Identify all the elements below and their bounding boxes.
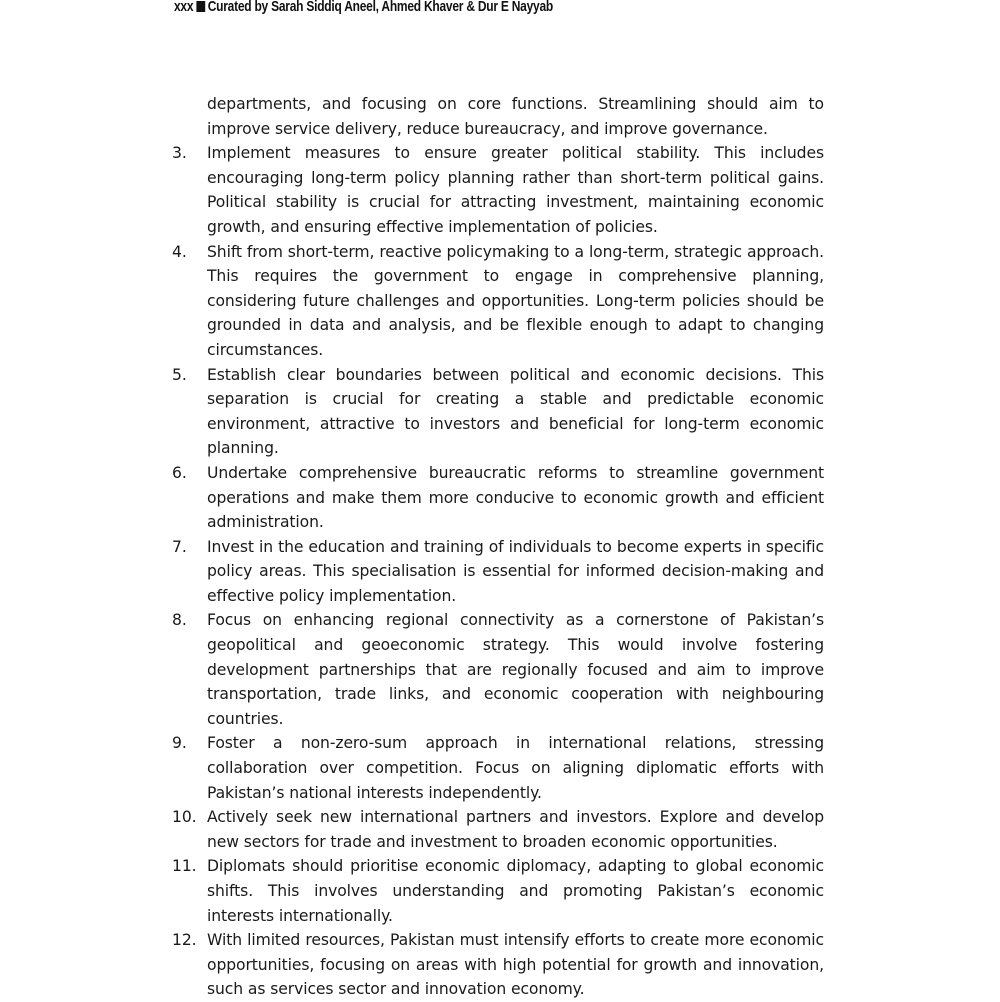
list-item [172,535,824,609]
running-head [174,0,553,15]
curators-credit: Curated by Sarah Siddiq Aneel, Ahmed Khaver & Dur E Nayyab [207,0,553,15]
list-item [172,608,824,731]
recommendations-body [172,92,824,1002]
item-text: Shift from short-term, reactive policymaking to a long-term, strategic approach. This requires the government to engage in comprehensive planning, considering future challenges and opportunities. Long-term policies should be grounded in data and analysis, and be flexible enough to adapt to changing circumstances. [207,242,824,359]
list-item [172,805,824,854]
item-text: Establish clear boundaries between political and economic decisions. This separation is crucial for creating a stable and predictable economic environment, attractive to investors and beneficial for long-term economic planning. [207,365,824,458]
list-item [172,731,824,805]
page-label: xxx [174,0,194,15]
item-number: 3. [172,144,187,163]
item-text: Diplomats should prioritise economic diplomacy, adapting to global economic shifts. This involves understanding and promoting Pakistan’s economic interests internationally. [207,857,824,925]
item-number: 10. [172,808,197,827]
item-text: Focus on enhancing regional connectivity as a cornerstone of Pakistan’s geopolitical and geoeconomic strategy. This would involve fostering development partnerships that are regionally focused and aim to improve transportation, trade links, and economic cooperation with neighbouring countries. [207,611,824,728]
item-text: Actively seek new international partners and investors. Explore and develop new sectors for trade and investment to broaden economic opportunities. [207,808,824,851]
item-number: 11. [172,857,197,876]
list-item [172,928,824,1002]
item-text: Undertake comprehensive bureaucratic reforms to streamline government operations and make them more conducive to economic growth and efficient administration. [207,463,824,532]
list-item [172,141,824,239]
continued-paragraph: departments, and focusing on core functions. Streamlining should aim to improve service delivery, reduce bureaucracy, and improve governance. [207,95,824,138]
list-item [172,240,824,363]
list-item [172,854,824,928]
item-number: 6. [172,463,187,482]
item-text: With limited resources, Pakistan must intensify efforts to create more economic opportunities, focusing on areas with high potential for growth and innovation, such as services sector and innovation economy. [207,931,824,999]
item-text: Invest in the education and training of individuals to become experts in specific policy areas. This specialisation is essential for informed decision-making and effective policy implementation. [207,537,824,605]
item-number: 7. [172,537,187,556]
item-text: Implement measures to ensure greater political stability. This includes encouraging long-term policy planning rather than short-term political gains. Political stability is crucial for attracting investment, maintaining economic growth, and ensuring effective implementation of policies. [207,144,824,236]
black-square-icon [197,1,206,12]
list-item [172,363,824,461]
item-number: 12. [172,931,197,950]
item-number: 8. [172,611,187,630]
list-item [172,461,824,535]
item-number: 5. [172,365,187,384]
item-number: 4. [172,242,187,261]
item-text: Foster a non-zero-sum approach in international relations, stressing collaboration over competition. Focus on aligning diplomatic efforts with Pakistan’s national interests independently. [207,734,824,802]
item-number: 9. [172,734,187,753]
